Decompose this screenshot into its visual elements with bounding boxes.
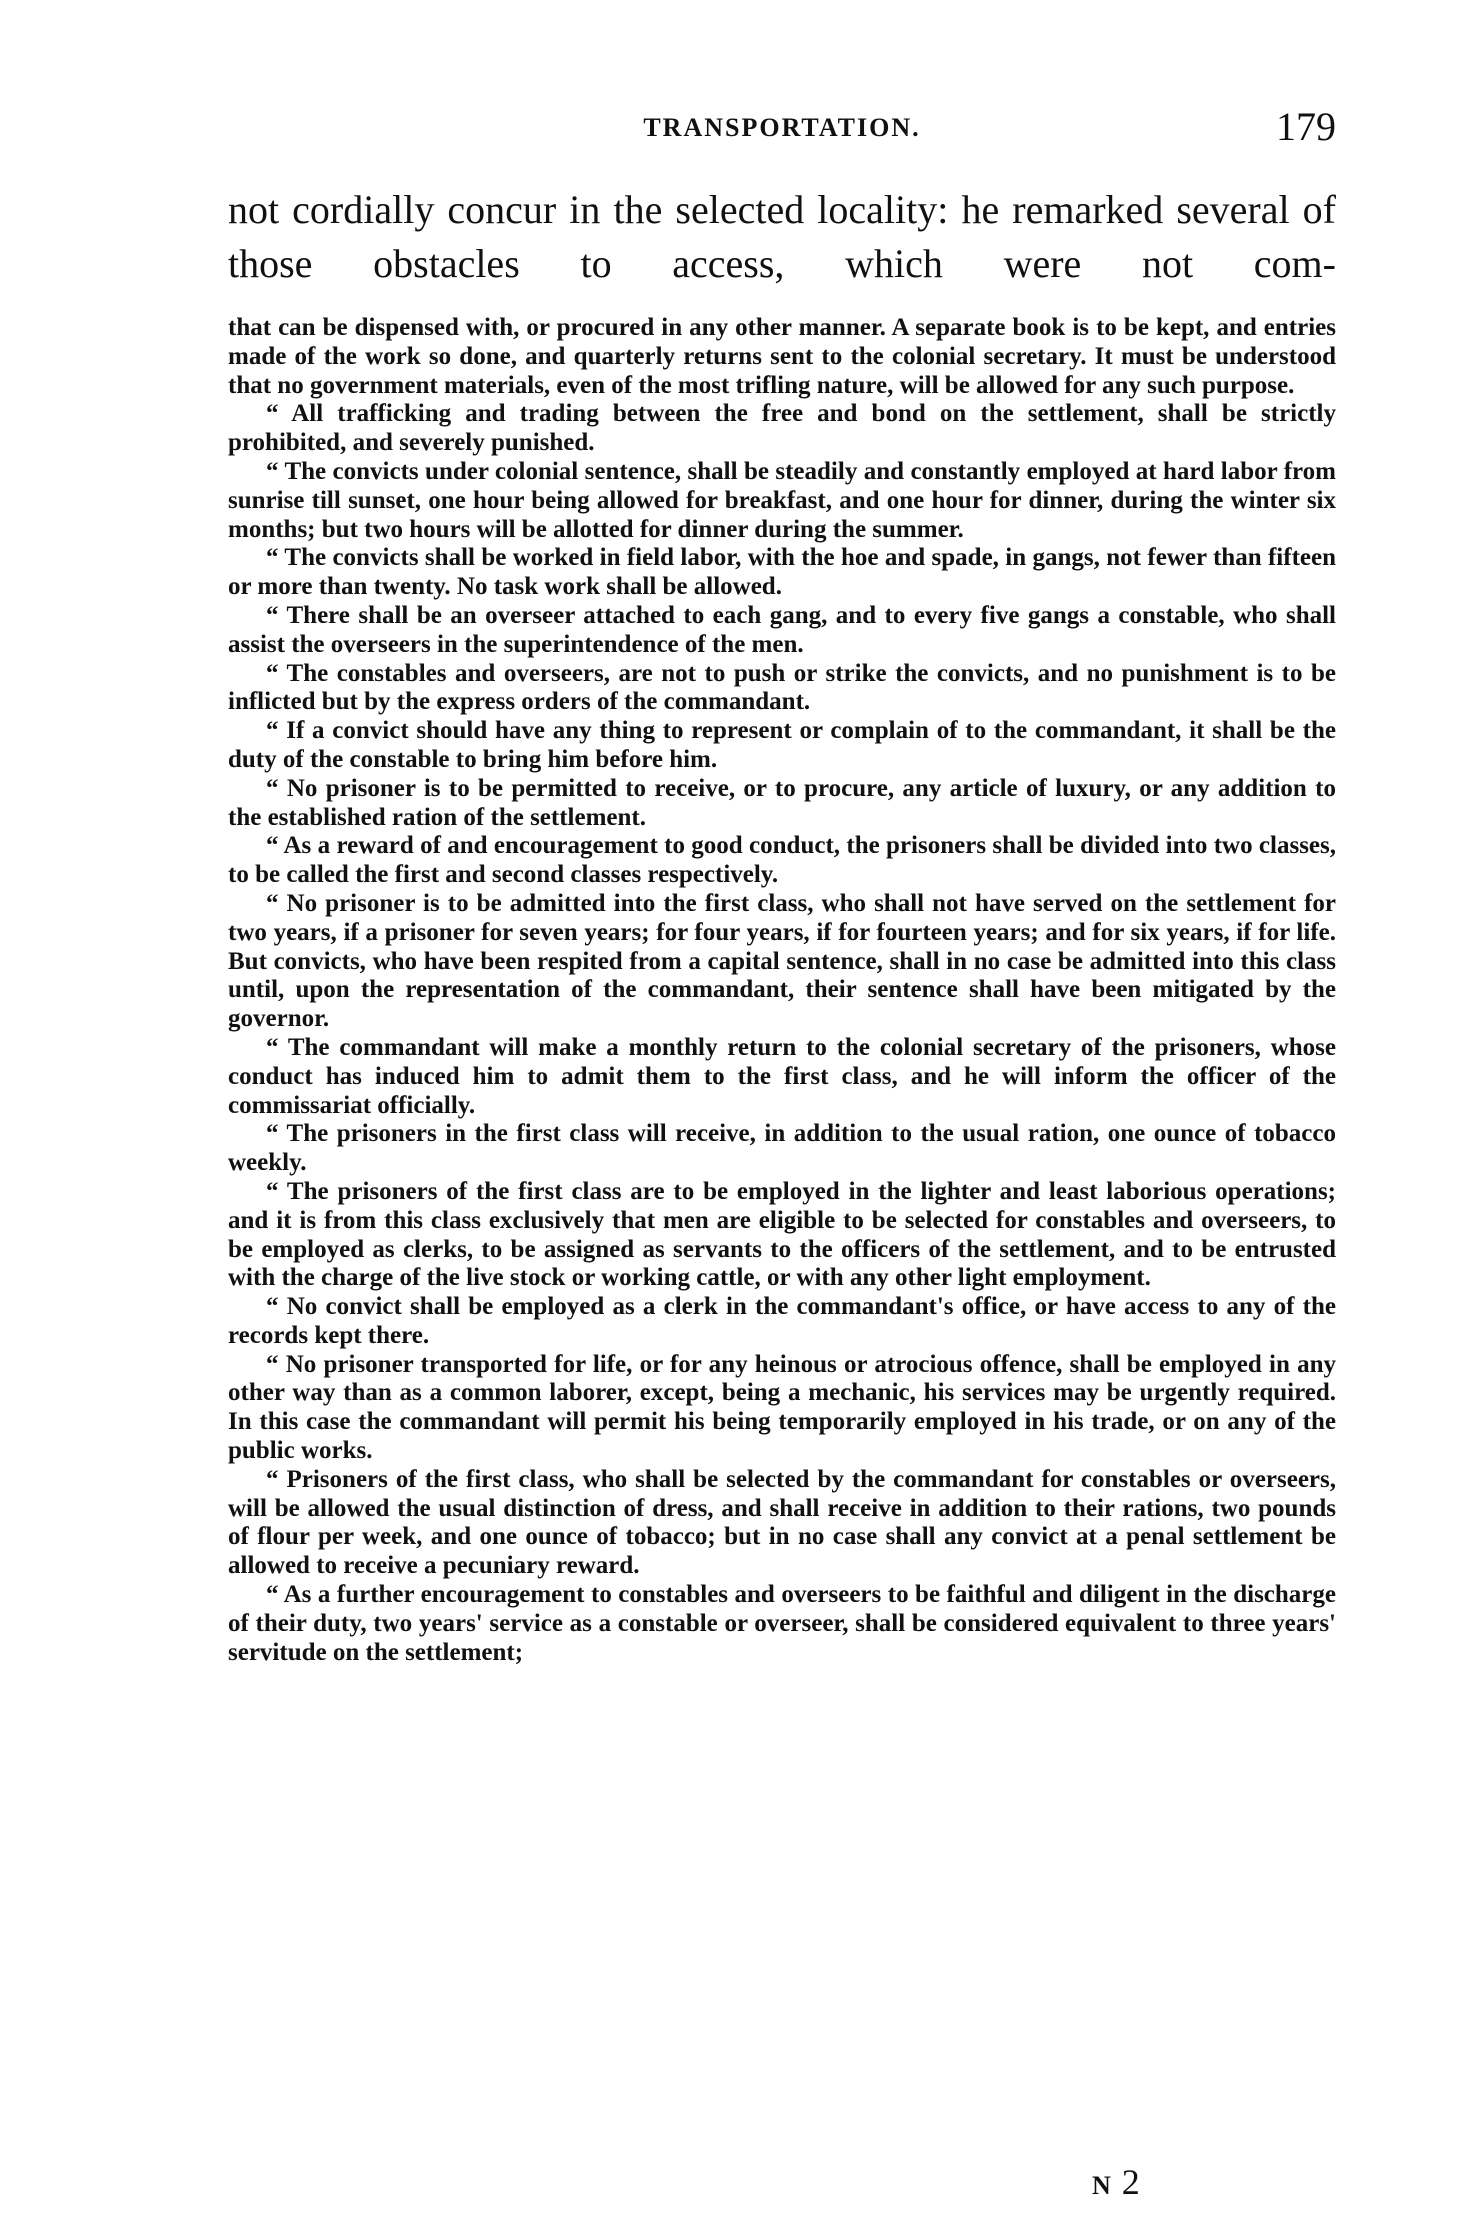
signature-number: 2 xyxy=(1121,2162,1140,2202)
paragraph: “ The convicts under colonial sentence, shall be steadily and constantly employed at hard labor from sunrise till sunset, one hour being allowed for breakfast, and one hour for dinner, during the winter six months; but two hours will be allotted for dinner during the summer. xyxy=(228,457,1336,543)
paragraph: “ No convict shall be employed as a clerk in the commandant's office, or have access to any of the records kept there. xyxy=(228,1293,1336,1349)
paragraph: “ No prisoner transported for life, or for any heinous or atrocious offence, shall be employed in any other way than as a common laborer, except, being a mechanic, his services may be urgently required. In this case the commandant will permit his being temporarily employed in his trade, or on any of the public works. xyxy=(228,1350,1336,1465)
paragraph: that can be dispensed with, or procured in any other manner. A separate book is to be kept, and entries made of the work so done, and quarterly returns sent to the colonial secretary. It must be understood that no government materials, even of the most trifling nature, will be allowed for any such purpose. xyxy=(228,314,1336,399)
paragraph: “ No prisoner is to be permitted to receive, or to procure, any article of luxury, or any addition to the established ration of the settlement. xyxy=(228,774,1336,831)
paragraph: “ The prisoners of the first class are to be employed in the lighter and least laborious operations; and it is from this class exclusively that men are eligible to be selected for constables and overseers, to be employed as clerks, to be assigned as servants to the officers of the settlement, and to be entrusted with the charge of the live stock or working cattle, or with any other light employment. xyxy=(228,1177,1336,1292)
running-title: TRANSPORTATION. xyxy=(643,113,921,142)
paragraph: “ No prisoner is to be admitted into the first class, who shall not have served on the settlement for two years, if a prisoner for seven years; for four years, if for fourteen years; and for six years, if for life. But convicts, who have been respited from a capital sentence, shall in no case be admitted into this class until, upon the representation of the commandant, their sentence shall have been mitigated by the governor. xyxy=(228,889,1336,1033)
intro-paragraph xyxy=(228,183,1336,291)
paragraph: “ The commandant will make a monthly return to the colonial secretary of the prisoners, whose conduct has induced him to admit them to the first class, and he will inform the officer of the commissariat officially. xyxy=(228,1033,1336,1119)
page-header xyxy=(228,105,1336,155)
body-text xyxy=(228,314,1336,1667)
paragraph: “ As a further encouragement to constables and overseers to be faithful and diligent in the discharge of their duty, two years' service as a constable or overseer, shall be considered equivalent to three years' servitude on the settlement; xyxy=(228,1581,1336,1666)
signature-mark xyxy=(1092,2162,1140,2206)
paragraph: “ As a reward of and encouragement to good conduct, the prisoners shall be divided into two classes, to be called the first and second classes respectively. xyxy=(228,832,1336,889)
paragraph: “ Prisoners of the first class, who shall be selected by the commandant for constables or overseers, will be allowed the usual distinction of dress, and shall receive in addition to their rations, two pounds of flour per week, and one ounce of tobacco; but in no case shall any convict at a penal settlement be allowed to receive a pecuniary reward. xyxy=(228,1465,1336,1580)
paragraph: “ All trafficking and trading between the free and bond on the settlement, shall be strictly prohibited, and severely punished. xyxy=(228,400,1336,457)
paragraph: “ There shall be an overseer attached to each gang, and to every five gangs a constable, who shall assist the overseers in the superintendence of the men. xyxy=(228,601,1336,658)
paragraph: “ The convicts shall be worked in field labor, with the hoe and spade, in gangs, not fewer than fifteen or more than twenty. No task work shall be allowed. xyxy=(228,544,1336,601)
paragraph: “ If a convict should have any thing to represent or complain of to the commandant, it shall be the duty of the constable to bring him before him. xyxy=(228,717,1336,773)
page-number: 179 xyxy=(1276,104,1336,149)
signature-letter: N xyxy=(1092,2171,1113,2200)
paragraph: “ The constables and overseers, are not to push or strike the convicts, and no punishment is to be inflicted but by the express orders of the commandant. xyxy=(228,659,1336,716)
paragraph: “ The prisoners in the first class will receive, in addition to the usual ration, one ounce of tobacco weekly. xyxy=(228,1120,1336,1177)
intro-text: not cordially concur in the selected locality: he remarked several of those obstacles to access, which were not com- xyxy=(228,187,1336,286)
